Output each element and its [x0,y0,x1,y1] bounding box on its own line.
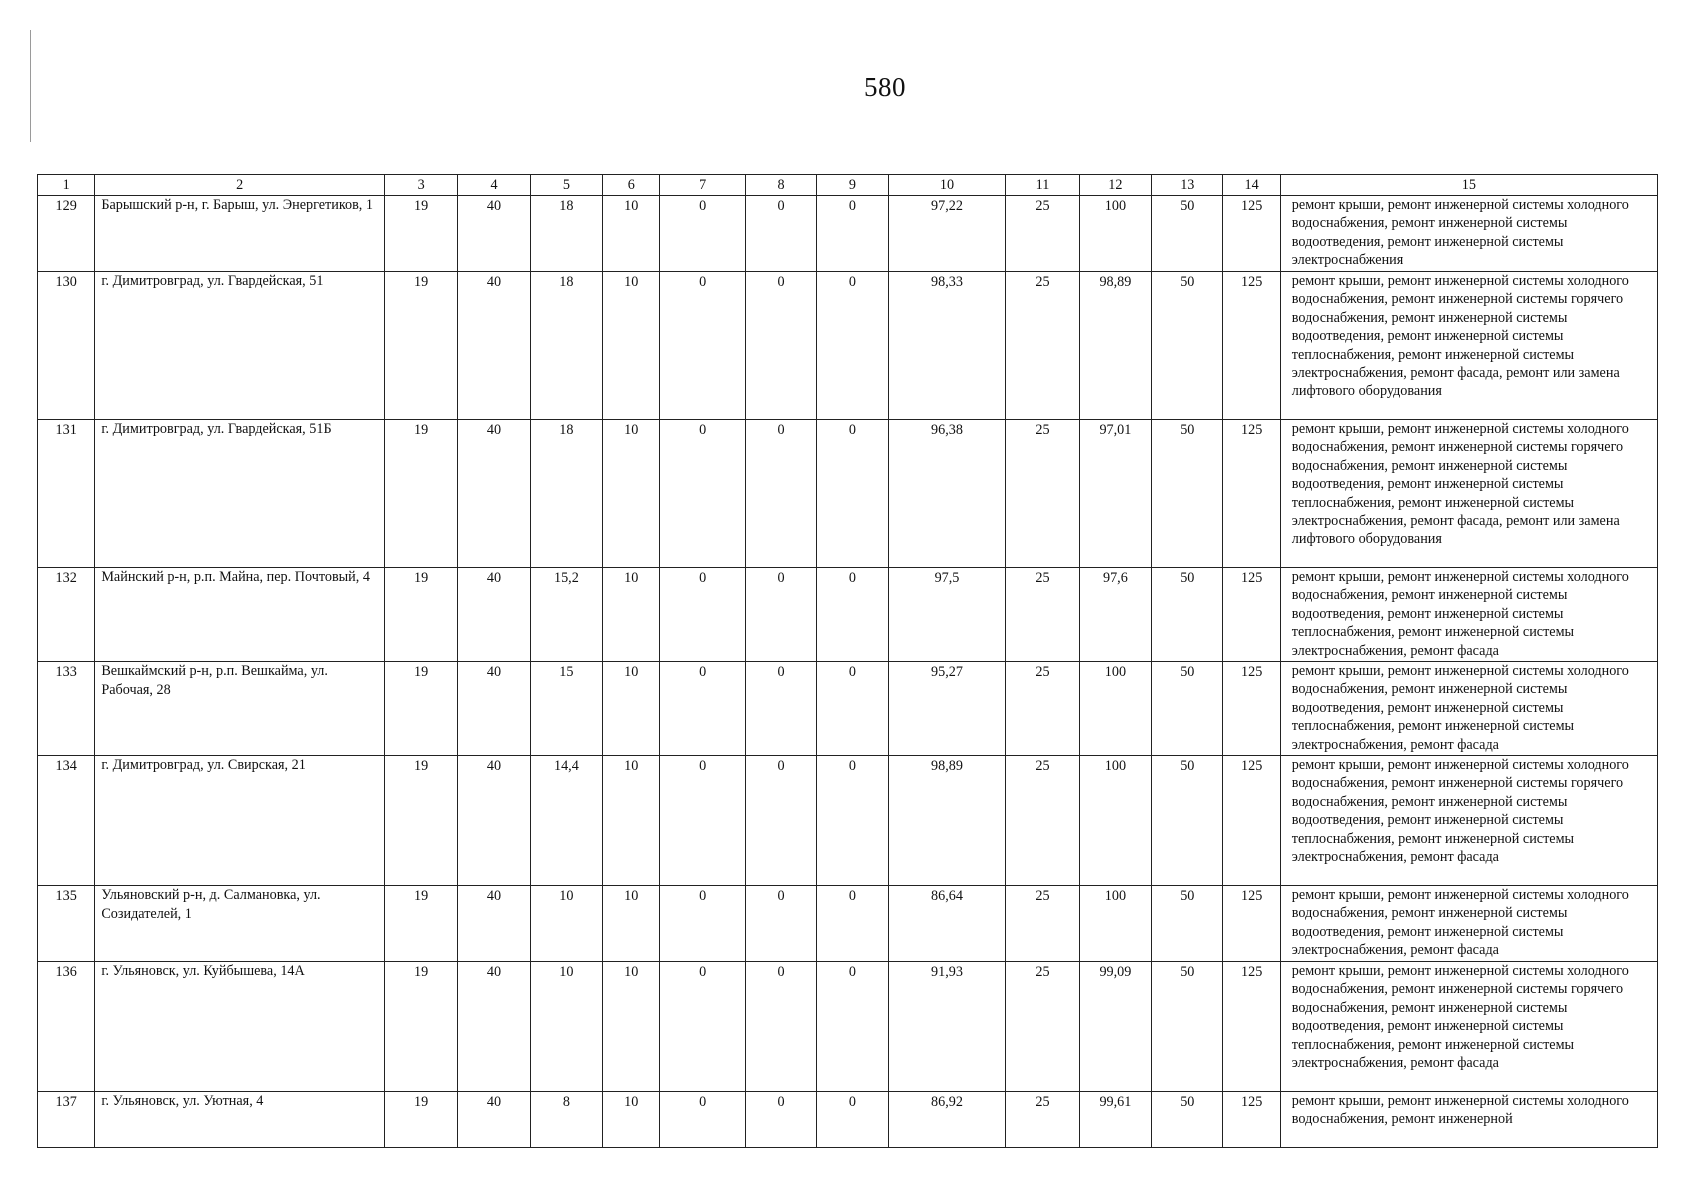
cell-col-13: 50 [1152,420,1223,568]
cell-col-8: 0 [745,756,816,886]
cell-col-9: 0 [817,756,888,886]
column-number: 1 [38,175,95,196]
cell-col-7: 0 [660,886,745,962]
cell-row-number: 130 [38,272,95,420]
cell-col-6: 10 [603,756,660,886]
cell-col-4: 40 [458,1092,530,1148]
cell-col-8: 0 [745,1092,816,1148]
cell-col-7: 0 [660,962,745,1092]
cell-col-7: 0 [660,272,745,420]
cell-col-13: 50 [1152,568,1223,662]
cell-col-12: 98,89 [1079,272,1151,420]
cell-col-14: 125 [1223,662,1280,756]
cell-col-10: 96,38 [888,420,1006,568]
cell-row-number: 133 [38,662,95,756]
work-types-cell: ремонт крыши, ремонт инженерной системы холодного водоснабжения, ремонт инженерной системы горячего водоснабжения, ремонт инженерной системы водоотведения, ремонт инженерной системы теплоснабжения, ремонт инженерной системы электроснабжения, ремонт фасада, ремонт или замена лифтового оборудования [1280,420,1657,568]
work-types-cell: ремонт крыши, ремонт инженерной системы холодного водоснабжения, ремонт инженерной системы горячего водоснабжения, ремонт инженерной системы водоотведения, ремонт инженерной системы теплоснабжения, ремонт инженерной системы электроснабжения, ремонт фасада [1280,962,1657,1092]
cell-col-4: 40 [458,756,530,886]
cell-col-14: 125 [1223,962,1280,1092]
cell-col-3: 19 [384,420,457,568]
cell-col-11: 25 [1006,568,1079,662]
cell-col-5: 15 [530,662,602,756]
cell-col-12: 97,01 [1079,420,1151,568]
column-number: 3 [384,175,457,196]
column-number: 13 [1152,175,1223,196]
cell-col-9: 0 [817,272,888,420]
cell-col-11: 25 [1006,272,1079,420]
cell-col-11: 25 [1006,886,1079,962]
cell-col-3: 19 [384,1092,457,1148]
cell-col-3: 19 [384,272,457,420]
cell-col-13: 50 [1152,756,1223,886]
cell-col-7: 0 [660,420,745,568]
column-number: 8 [745,175,816,196]
column-number: 5 [530,175,602,196]
table-row [38,272,1658,420]
cell-col-13: 50 [1152,272,1223,420]
cell-col-12: 97,6 [1079,568,1151,662]
column-number: 9 [817,175,888,196]
work-types-cell: ремонт крыши, ремонт инженерной системы холодного водоснабжения, ремонт инженерной системы горячего водоснабжения, ремонт инженерной системы водоотведения, ремонт инженерной системы теплоснабжения, ремонт инженерной системы электроснабжения, ремонт фасада [1280,756,1657,886]
cell-col-9: 0 [817,196,888,272]
work-types-cell: ремонт крыши, ремонт инженерной системы холодного водоснабжения, ремонт инженерной системы горячего водоснабжения, ремонт инженерной системы водоотведения, ремонт инженерной системы теплоснабжения, ремонт инженерной системы электроснабжения, ремонт фасада, ремонт или замена лифтового оборудования [1280,272,1657,420]
cell-col-6: 10 [603,272,660,420]
cell-col-9: 0 [817,886,888,962]
table-header-row [38,175,1658,196]
cell-col-14: 125 [1223,420,1280,568]
cell-col-12: 99,61 [1079,1092,1151,1148]
cell-col-8: 0 [745,962,816,1092]
table-row [38,662,1658,756]
cell-col-6: 10 [603,962,660,1092]
column-number: 12 [1079,175,1151,196]
cell-col-11: 25 [1006,962,1079,1092]
cell-col-8: 0 [745,272,816,420]
cell-col-9: 0 [817,568,888,662]
address-cell: г. Димитровград, ул. Гвардейская, 51Б [95,420,385,568]
cell-col-10: 97,22 [888,196,1006,272]
cell-col-4: 40 [458,420,530,568]
cell-col-12: 100 [1079,756,1151,886]
cell-col-5: 14,4 [530,756,602,886]
cell-col-13: 50 [1152,196,1223,272]
cell-col-7: 0 [660,196,745,272]
cell-col-9: 0 [817,962,888,1092]
work-types-cell: ремонт крыши, ремонт инженерной системы холодного водоснабжения, ремонт инженерной системы водоотведения, ремонт инженерной системы электроснабжения [1280,196,1657,272]
cell-col-14: 125 [1223,1092,1280,1148]
address-cell: Майнский р-н, р.п. Майна, пер. Почтовый, 4 [95,568,385,662]
work-types-cell: ремонт крыши, ремонт инженерной системы холодного водоснабжения, ремонт инженерной [1280,1092,1657,1148]
cell-col-14: 125 [1223,272,1280,420]
cell-col-11: 25 [1006,420,1079,568]
cell-col-6: 10 [603,196,660,272]
cell-col-10: 98,33 [888,272,1006,420]
cell-col-6: 10 [603,420,660,568]
address-cell: Вешкаймский р-н, р.п. Вешкайма, ул. Рабочая, 28 [95,662,385,756]
cell-col-10: 95,27 [888,662,1006,756]
column-number: 4 [458,175,530,196]
address-cell: Барышский р-н, г. Барыш, ул. Энергетиков, 1 [95,196,385,272]
cell-col-10: 86,92 [888,1092,1006,1148]
column-number: 14 [1223,175,1280,196]
cell-col-5: 10 [530,962,602,1092]
cell-col-10: 98,89 [888,756,1006,886]
table-row [38,756,1658,886]
cell-col-11: 25 [1006,1092,1079,1148]
cell-col-5: 15,2 [530,568,602,662]
cell-col-14: 125 [1223,886,1280,962]
cell-row-number: 129 [38,196,95,272]
address-cell: г. Димитровград, ул. Гвардейская, 51 [95,272,385,420]
column-number: 11 [1006,175,1079,196]
cell-col-10: 91,93 [888,962,1006,1092]
table-row [38,1092,1658,1148]
cell-col-11: 25 [1006,756,1079,886]
cell-col-7: 0 [660,1092,745,1148]
cell-col-3: 19 [384,196,457,272]
cell-row-number: 136 [38,962,95,1092]
cell-col-11: 25 [1006,196,1079,272]
cell-col-4: 40 [458,196,530,272]
cell-col-7: 0 [660,662,745,756]
cell-col-14: 125 [1223,196,1280,272]
column-number: 15 [1280,175,1657,196]
address-cell: г. Димитровград, ул. Свирская, 21 [95,756,385,886]
cell-col-6: 10 [603,886,660,962]
address-cell: г. Ульяновск, ул. Куйбышева, 14А [95,962,385,1092]
cell-col-8: 0 [745,886,816,962]
cell-col-7: 0 [660,568,745,662]
cell-col-9: 0 [817,420,888,568]
page-number: 580 [864,72,906,102]
cell-col-10: 97,5 [888,568,1006,662]
cell-col-3: 19 [384,756,457,886]
cell-col-9: 0 [817,1092,888,1148]
table-row [38,420,1658,568]
cell-col-8: 0 [745,420,816,568]
cell-col-12: 100 [1079,662,1151,756]
cell-col-6: 10 [603,662,660,756]
cell-row-number: 134 [38,756,95,886]
cell-col-3: 19 [384,662,457,756]
cell-col-12: 99,09 [1079,962,1151,1092]
cell-col-10: 86,64 [888,886,1006,962]
cell-col-12: 100 [1079,196,1151,272]
repair-table [37,174,1658,1148]
cell-col-5: 18 [530,420,602,568]
cell-col-3: 19 [384,886,457,962]
work-types-cell: ремонт крыши, ремонт инженерной системы холодного водоснабжения, ремонт инженерной системы водоотведения, ремонт инженерной системы электроснабжения, ремонт фасада [1280,886,1657,962]
cell-col-8: 0 [745,196,816,272]
cell-row-number: 131 [38,420,95,568]
cell-col-5: 18 [530,196,602,272]
cell-col-9: 0 [817,662,888,756]
cell-col-6: 10 [603,568,660,662]
cell-col-14: 125 [1223,568,1280,662]
table-row [38,196,1658,272]
cell-col-6: 10 [603,1092,660,1148]
cell-col-4: 40 [458,962,530,1092]
cell-col-7: 0 [660,756,745,886]
cell-col-5: 8 [530,1092,602,1148]
cell-col-4: 40 [458,272,530,420]
cell-col-13: 50 [1152,886,1223,962]
cell-col-8: 0 [745,662,816,756]
cell-col-13: 50 [1152,662,1223,756]
column-number: 2 [95,175,385,196]
work-types-cell: ремонт крыши, ремонт инженерной системы холодного водоснабжения, ремонт инженерной системы водоотведения, ремонт инженерной системы теплоснабжения, ремонт инженерной системы электроснабжения, ремонт фасада [1280,568,1657,662]
cell-col-3: 19 [384,568,457,662]
address-cell: Ульяновский р-н, д. Салмановка, ул. Созидателей, 1 [95,886,385,962]
cell-col-13: 50 [1152,1092,1223,1148]
cell-row-number: 137 [38,1092,95,1148]
column-number: 7 [660,175,745,196]
cell-col-8: 0 [745,568,816,662]
cell-col-4: 40 [458,662,530,756]
cell-col-12: 100 [1079,886,1151,962]
column-number: 6 [603,175,660,196]
cell-col-4: 40 [458,568,530,662]
cell-col-14: 125 [1223,756,1280,886]
table-row [38,886,1658,962]
cell-col-11: 25 [1006,662,1079,756]
column-number: 10 [888,175,1006,196]
cell-row-number: 132 [38,568,95,662]
address-cell: г. Ульяновск, ул. Уютная, 4 [95,1092,385,1148]
table-row [38,568,1658,662]
cell-col-5: 18 [530,272,602,420]
work-types-cell: ремонт крыши, ремонт инженерной системы холодного водоснабжения, ремонт инженерной системы водоотведения, ремонт инженерной системы теплоснабжения, ремонт инженерной системы электроснабжения, ремонт фасада [1280,662,1657,756]
cell-col-13: 50 [1152,962,1223,1092]
cell-col-4: 40 [458,886,530,962]
cell-col-5: 10 [530,886,602,962]
cell-col-3: 19 [384,962,457,1092]
table-row [38,962,1658,1092]
cell-row-number: 135 [38,886,95,962]
